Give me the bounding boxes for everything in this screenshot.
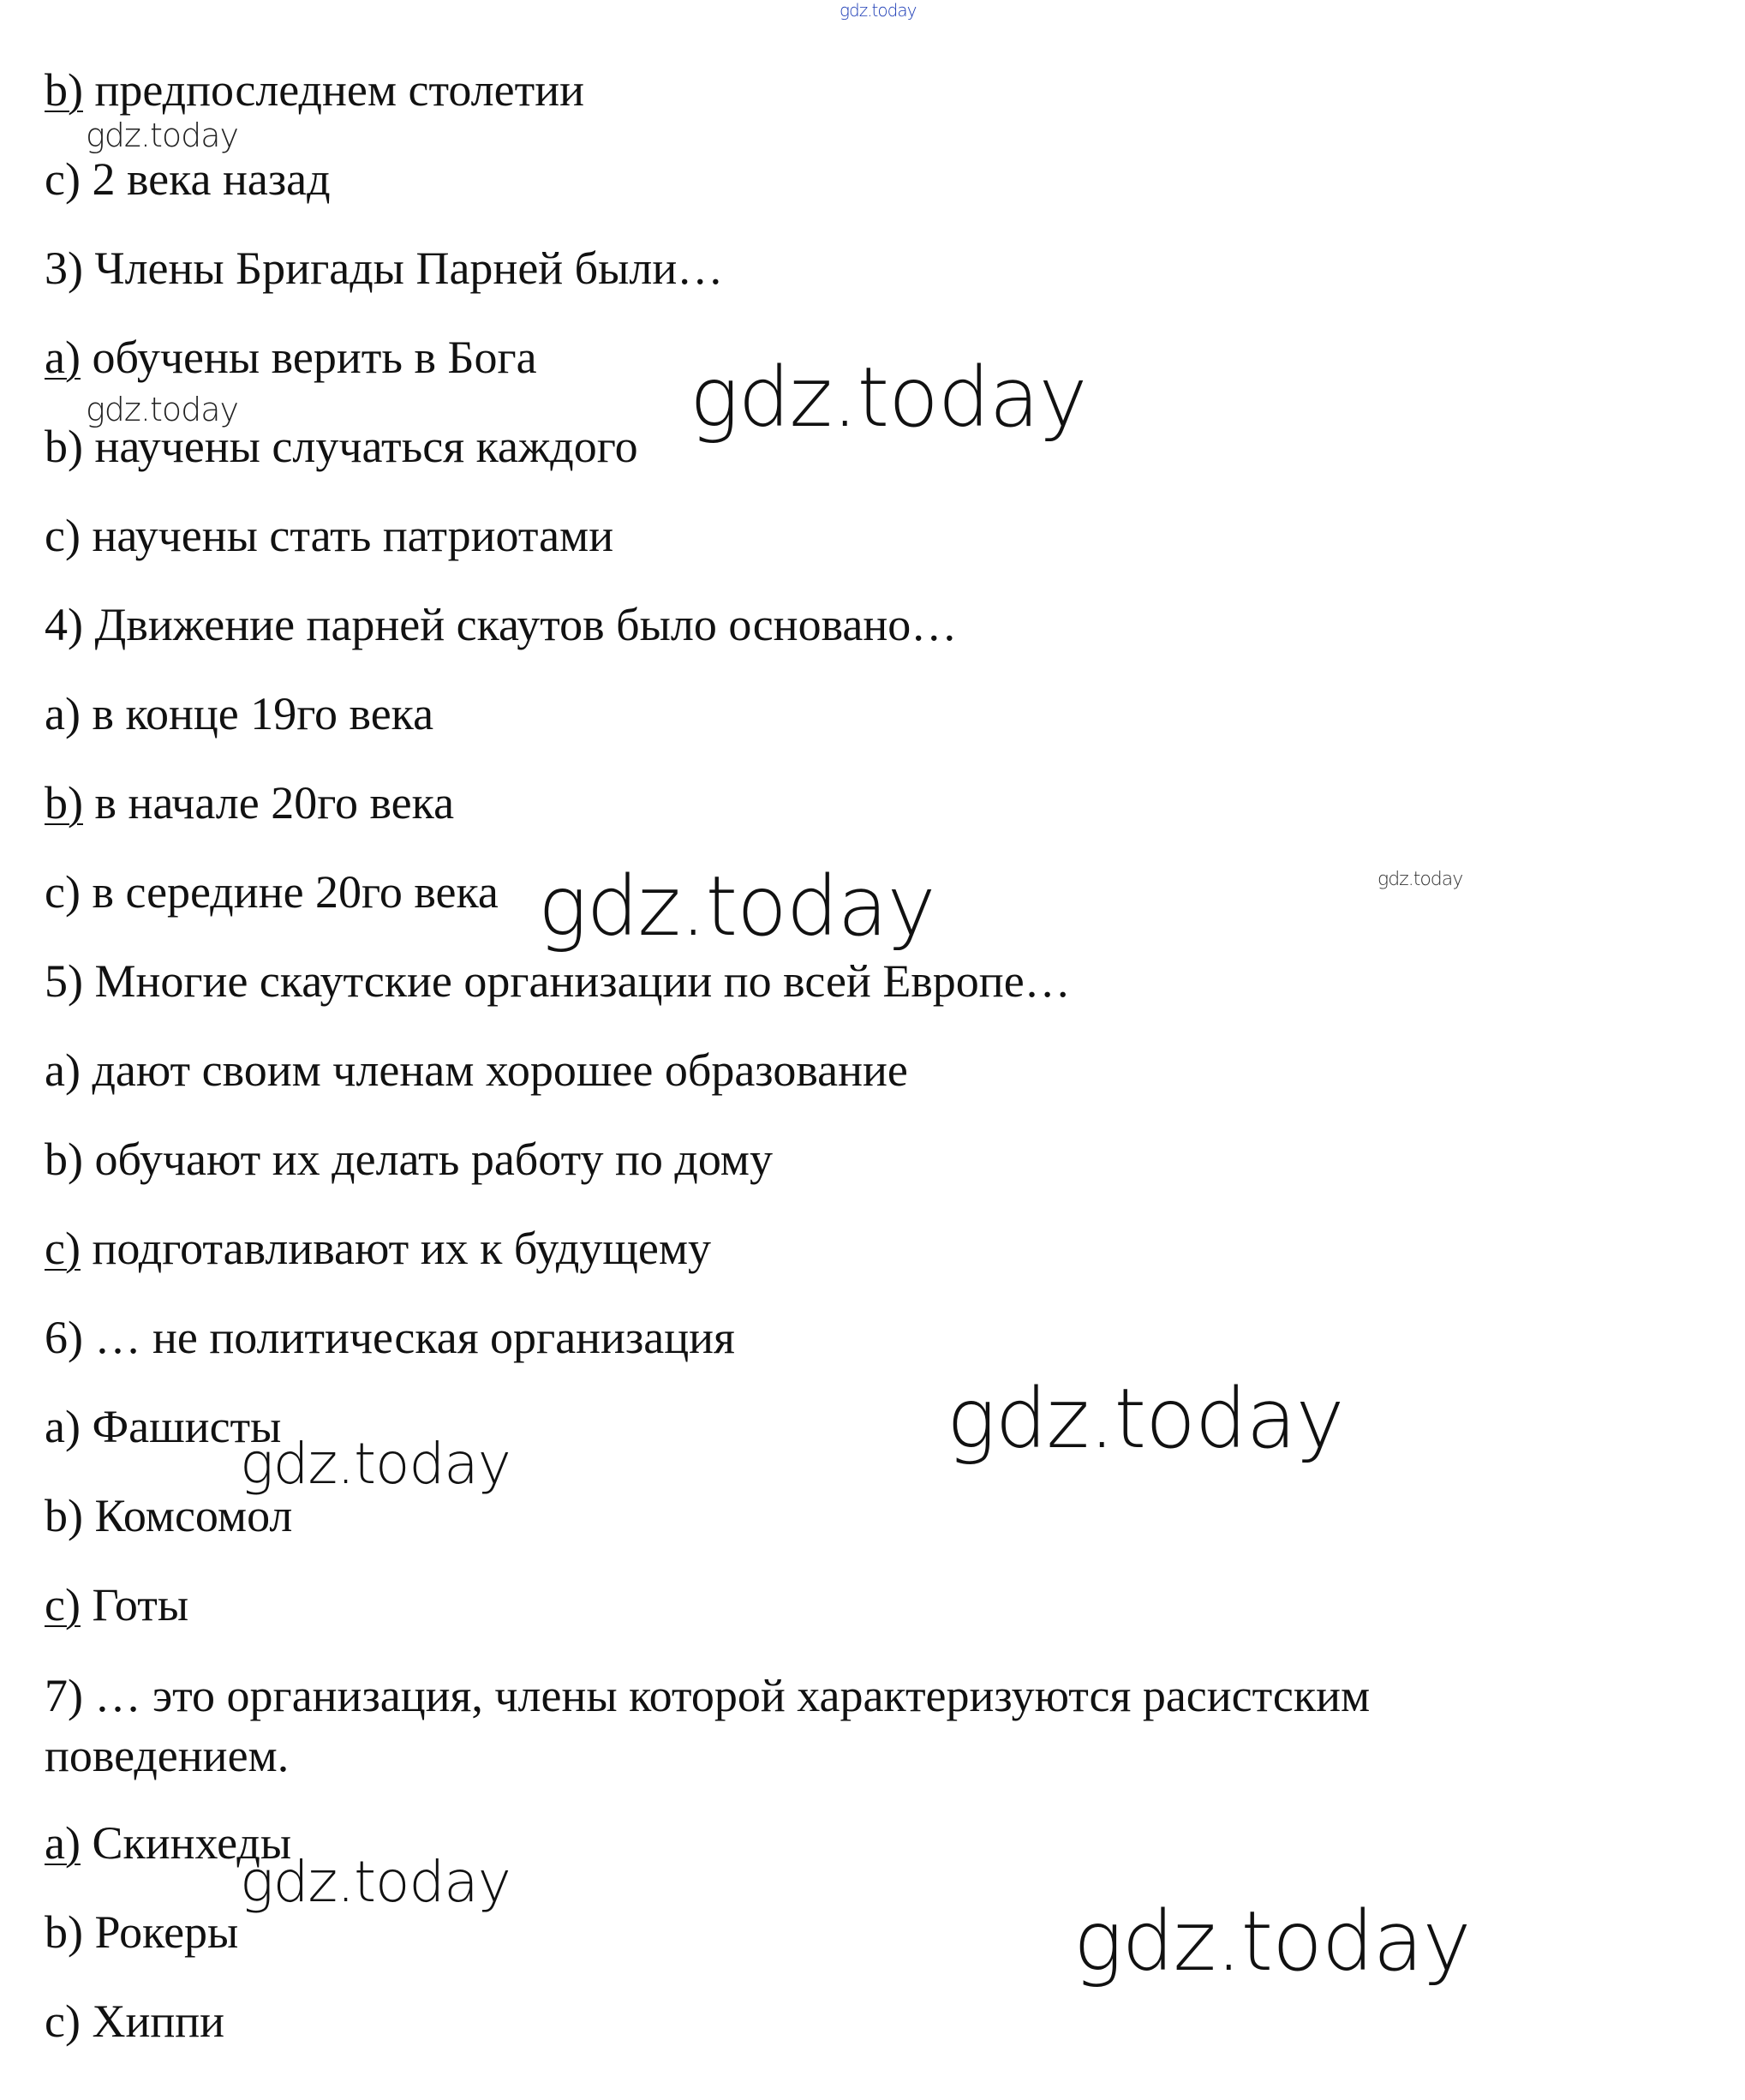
answer-line: [45, 1131, 773, 1188]
answer-text: в середине 20го века: [80, 866, 499, 918]
answer-label: b): [45, 1490, 83, 1541]
watermark: gdz.today: [1377, 869, 1463, 890]
answer-text: дают своим членам хорошее образование: [80, 1044, 908, 1096]
question-line: [45, 596, 957, 653]
answer-line: [45, 151, 331, 207]
question-text: 7) … это организация, члены которой характеризуются расистским поведением.: [45, 1670, 1371, 1781]
answer-line: [45, 62, 584, 118]
watermark: gdz.today: [538, 859, 935, 954]
answer-text: Готы: [80, 1579, 189, 1630]
answer-text: обучают их делать работу по дому: [82, 1134, 773, 1185]
answer-text: обучены верить в Бога: [80, 332, 537, 383]
answer-label: c): [45, 1579, 81, 1630]
answer-line: [45, 507, 613, 564]
answer-line: [45, 685, 433, 742]
answer-text: предпоследнем столетии: [82, 64, 584, 116]
answer-text: Рокеры: [82, 1906, 239, 1958]
answer-text: научены случаться каждого: [82, 421, 638, 472]
answer-line: [45, 1042, 908, 1098]
answer-line: [45, 864, 499, 920]
answer-text: 2 века назад: [80, 153, 331, 205]
question-line: [45, 1666, 1569, 1786]
answer-label: a): [45, 688, 81, 739]
answer-line: [45, 1993, 224, 2049]
watermark: gdz.today: [690, 350, 1087, 446]
answer-text: Хиппи: [80, 1995, 225, 2047]
watermark-top: gdz.today: [840, 0, 917, 21]
watermark: gdz.today: [86, 391, 238, 428]
answer-text: Комсомол: [82, 1490, 293, 1541]
question-text: 6) … не политическая организация: [45, 1312, 735, 1363]
question-text: 3) Члены Бригады Парней были…: [45, 242, 724, 294]
answer-text: в конце 19го века: [80, 688, 434, 739]
question-line: [45, 953, 1071, 1009]
answer-line: [45, 775, 454, 831]
watermark: gdz.today: [240, 1849, 511, 1915]
answer-text: научены стать патриотами: [80, 510, 614, 561]
answer-label: c): [45, 153, 81, 205]
answer-label: b): [45, 64, 83, 116]
answer-label: a): [45, 332, 81, 383]
answer-label: c): [45, 866, 81, 918]
answer-label: a): [45, 1817, 81, 1869]
answer-label: a): [45, 1401, 81, 1452]
answer-label: a): [45, 1044, 81, 1096]
answer-label: c): [45, 1995, 81, 2047]
answer-line: [45, 1904, 238, 1960]
answer-label: b): [45, 1134, 83, 1185]
watermark: gdz.today: [947, 1371, 1344, 1467]
answer-label: b): [45, 421, 83, 472]
answer-text: Фашисты: [80, 1401, 282, 1452]
watermark: gdz.today: [86, 117, 238, 154]
watermark: gdz.today: [240, 1431, 511, 1497]
answer-text: Скинхеды: [80, 1817, 292, 1869]
answer-label: b): [45, 777, 83, 829]
answer-label: c): [45, 510, 81, 561]
answer-label: c): [45, 1223, 81, 1274]
answer-text: подготавливают их к будущему: [80, 1223, 712, 1274]
answer-line: [45, 1576, 188, 1633]
question-line: [45, 240, 723, 296]
question-line: [45, 1309, 735, 1366]
answer-label: b): [45, 1906, 83, 1958]
answer-text: в начале 20го века: [82, 777, 455, 829]
question-text: 5) Многие скаутские организации по всей Европе…: [45, 955, 1071, 1007]
question-text: 4) Движение парней скаутов было основано…: [45, 599, 958, 650]
answer-line: [45, 329, 537, 386]
answer-line: [45, 1220, 711, 1277]
watermark: gdz.today: [1073, 1894, 1471, 1989]
